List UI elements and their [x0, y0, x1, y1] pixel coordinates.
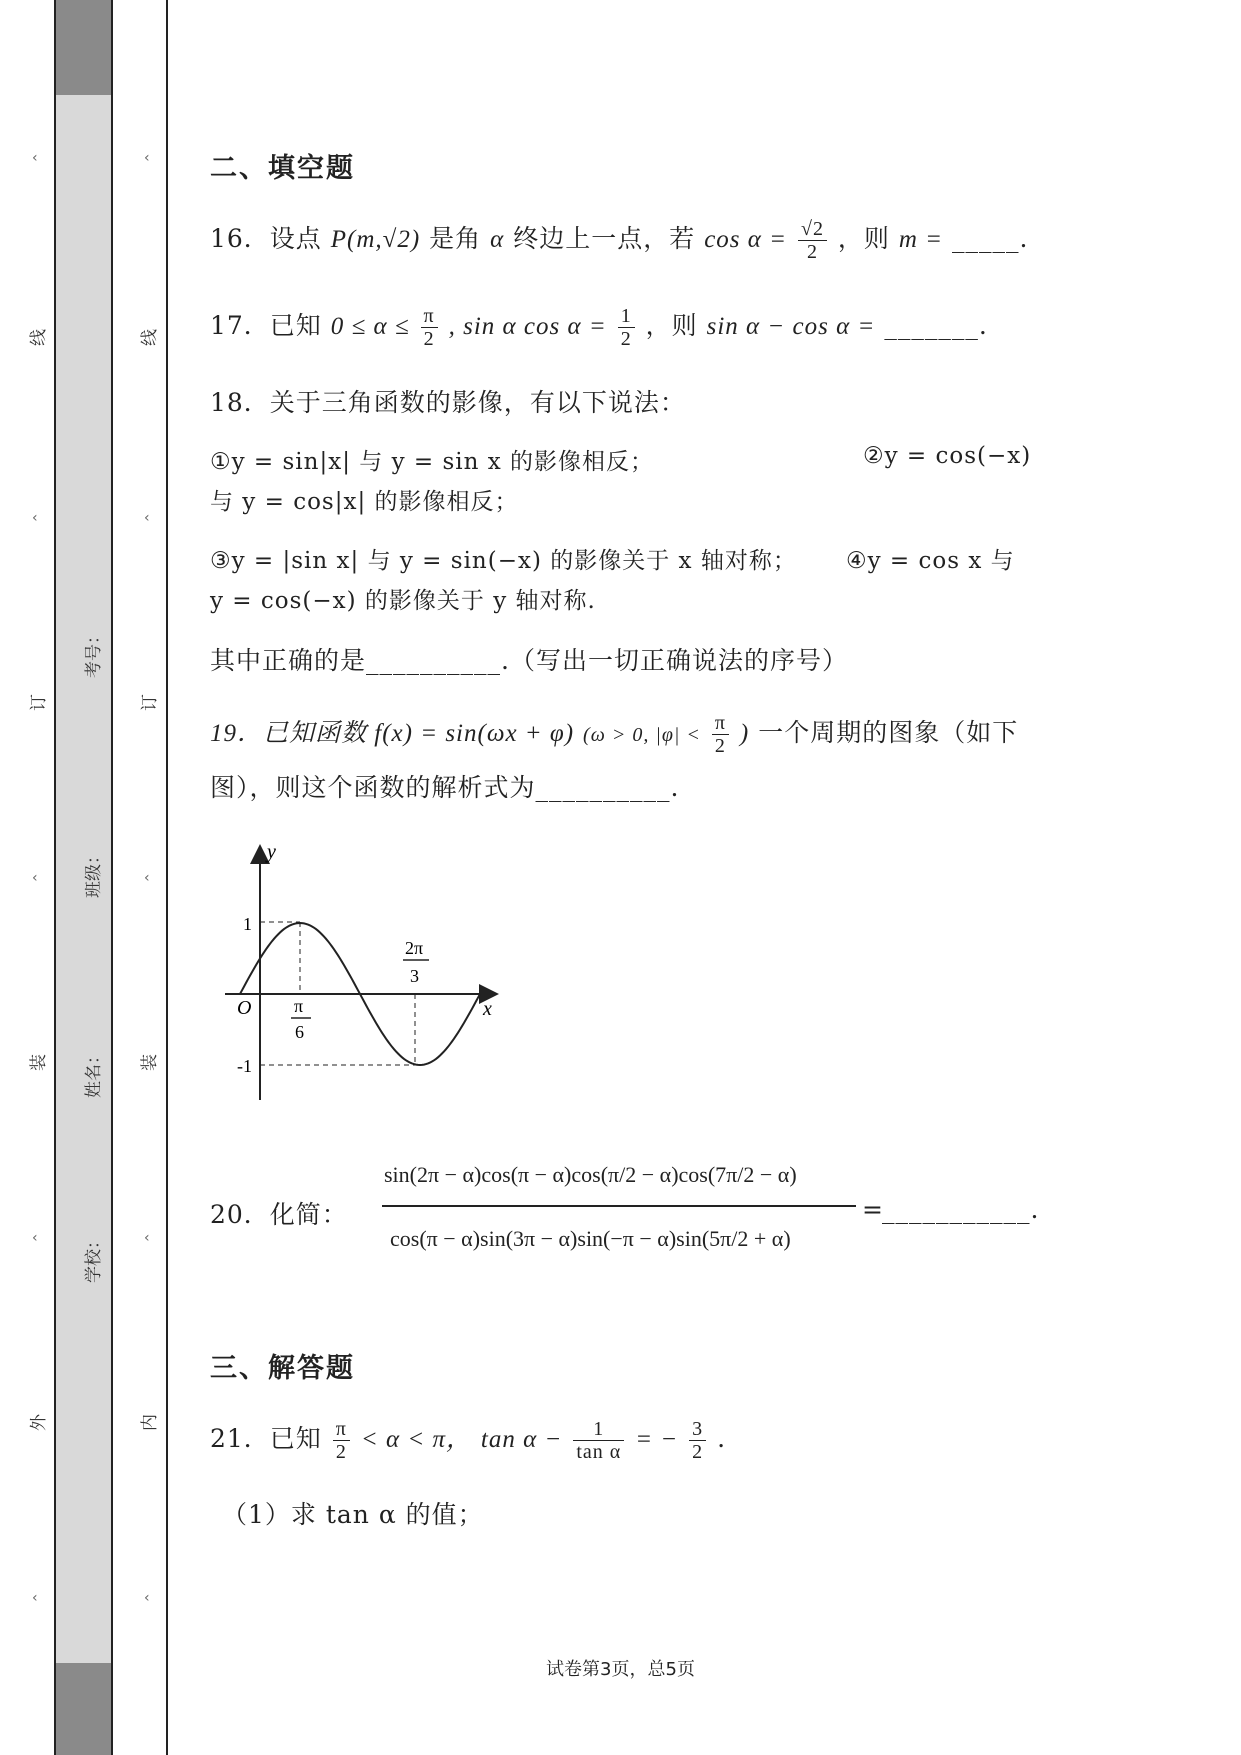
y-tick-min: -1 [237, 1056, 252, 1076]
outer-mark: ‹ [32, 510, 38, 526]
q16-m: m = [898, 226, 944, 253]
outer-mark: 线 [29, 329, 49, 346]
inner-mark: 线 [140, 329, 160, 346]
inner-mark: ‹ [144, 1230, 150, 1246]
inner-mark: 内 [140, 1414, 160, 1431]
inner-mark: 装 [140, 1054, 160, 1071]
q17-frac-half [618, 305, 635, 350]
q16-frac-den: 2 [806, 241, 818, 263]
q16-text2: 终边上一点，若 [513, 224, 696, 253]
q21-frac-inv-den: tan α [576, 1441, 622, 1463]
y-tick-max: 1 [243, 914, 252, 934]
y-axis-label: y [267, 841, 276, 863]
q18-statement-2a: ②y = cos(−x) [863, 443, 1032, 469]
page-footer: 试卷第3页，总5页 [546, 1659, 695, 1680]
q17-frac-pi [421, 305, 438, 350]
q21-frac-val-den: 2 [692, 1441, 704, 1463]
q17-blank[interactable]: _______. [884, 311, 988, 340]
x-tick-pi6-num: π [294, 996, 304, 1016]
q20-blank[interactable]: ___________. [882, 1195, 1040, 1224]
q21-equals: = − [635, 1426, 679, 1453]
q21-frac-pi-den: 2 [335, 1441, 347, 1463]
q17-frac-half-den: 2 [620, 328, 632, 350]
x-tick-2pi3-num: 2π [405, 938, 424, 958]
outer-mark: 装 [29, 1054, 49, 1071]
q16-fraction [798, 218, 827, 263]
q16-cos: cos α = [704, 226, 788, 253]
q18-statement-3: ③y = |sin x| 与 y = sin(−x) 的影像关于 x 轴对称； [210, 548, 797, 574]
q17-condition: 0 ≤ α ≤ [330, 313, 410, 340]
q18-statement-4a: ④y = cos x 与 [846, 548, 1015, 574]
q18-question[interactable]: 其中正确的是__________.（写出一切正确说法的序号） [210, 646, 848, 675]
outer-mark: ‹ [32, 1590, 38, 1606]
outer-mark: ‹ [32, 150, 38, 166]
q18-statement-4b: y = cos(−x) 的影像关于 y 轴对称. [210, 588, 596, 614]
q21-frac-val-num: 3 [689, 1418, 706, 1441]
question-16 [210, 218, 1028, 263]
q17-frac-pi-num: π [421, 305, 438, 328]
q16-alpha: α [490, 226, 505, 253]
binding-strip-top [54, 0, 112, 95]
outer-mark: ‹ [32, 870, 38, 886]
q21-tan: tan α − [480, 1426, 563, 1453]
q20-numerator: sin(2π − α)cos(π − α)cos(π/2 − α)cos(7π/2 − α) [384, 1162, 797, 1187]
q21-frac-val [689, 1418, 706, 1463]
field-school[interactable]: 学校： [84, 1232, 104, 1283]
q18-intro: 18．关于三角函数的影像，有以下说法： [210, 388, 686, 417]
q20-fraction-bar [382, 1205, 856, 1207]
q16-label: 16．设点 [210, 224, 322, 253]
question-17 [210, 305, 988, 350]
question-21 [210, 1418, 726, 1463]
q17-expression: sin α − cos α = [706, 313, 876, 340]
q18-statement-1: ①y = sin|x| 与 y = sin x 的影像相反； [210, 449, 655, 475]
q16-point: P(m,√2) [330, 226, 421, 253]
q20-equals: = [862, 1195, 884, 1224]
q19-frac-den: 2 [714, 735, 726, 757]
q17-frac-pi-den: 2 [423, 328, 435, 350]
outer-mark: 外 [29, 1414, 49, 1431]
q17-product: , sin α cos α = [448, 313, 607, 340]
q19-frac-num: π [712, 712, 729, 735]
q16-text3: ，则 [837, 224, 890, 253]
field-name[interactable]: 姓名： [84, 1047, 104, 1098]
q17-label: 17．已知 [210, 311, 322, 340]
inner-mark: ‹ [144, 1590, 150, 1606]
binding-line-right [166, 0, 168, 1755]
q18-statement-2b: 与 y = cos|x| 的影像相反； [210, 489, 519, 515]
q19-close: ) [739, 720, 750, 747]
q19-function: 19．已知函数 f(x) = sin(ωx + φ) [210, 720, 575, 747]
section-title-answer: 三、解答题 [210, 1353, 355, 1384]
q21-frac-inv-num: 1 [573, 1418, 624, 1441]
q19-condition: (ω > 0, |φ| < [583, 724, 701, 746]
origin-label: O [237, 997, 252, 1019]
q21-subquestion-1: （1）求 tan α 的值； [222, 1500, 484, 1529]
q21-end: . [717, 1424, 727, 1453]
q16-text1: 是角 [429, 224, 482, 253]
q21-frac-inv [573, 1418, 624, 1463]
q16-blank[interactable]: _____. [952, 224, 1029, 253]
q17-frac-half-num: 1 [618, 305, 635, 328]
q21-range: < α < π， [360, 1426, 472, 1453]
field-exam-number[interactable]: 考号： [84, 627, 104, 678]
x-tick-pi6-den: 6 [295, 1022, 304, 1042]
question-19-line1 [210, 712, 1018, 757]
q21-label: 21．已知 [210, 1424, 322, 1453]
binding-line-mid [111, 0, 113, 1755]
outer-mark: ‹ [32, 1230, 38, 1246]
x-axis-label: x [483, 998, 492, 1020]
q20-denominator: cos(π − α)sin(3π − α)sin(−π − α)sin(5π/2 + α) [390, 1226, 791, 1251]
q19-sine-graph [215, 840, 515, 1105]
section-title-fill-in: 二、填空题 [210, 153, 355, 184]
inner-mark: 订 [140, 694, 160, 711]
q16-frac-num: √2 [798, 218, 827, 241]
question-19-line2[interactable]: 图），则这个函数的解析式为__________. [210, 773, 680, 802]
q21-frac-pi-num: π [333, 1418, 350, 1441]
x-tick-2pi3-den: 3 [410, 966, 419, 986]
q19-frac [712, 712, 729, 757]
q20-label: 20．化简： [210, 1200, 348, 1229]
field-class[interactable]: 班级： [84, 847, 104, 898]
outer-mark: 订 [29, 694, 49, 711]
q19-text: 一个周期的图象（如下 [758, 718, 1019, 747]
inner-mark: ‹ [144, 150, 150, 166]
binding-line-left [54, 0, 56, 1755]
q21-frac-pi [333, 1418, 350, 1463]
q17-text2: ，则 [645, 311, 698, 340]
inner-mark: ‹ [144, 870, 150, 886]
inner-mark: ‹ [144, 510, 150, 526]
